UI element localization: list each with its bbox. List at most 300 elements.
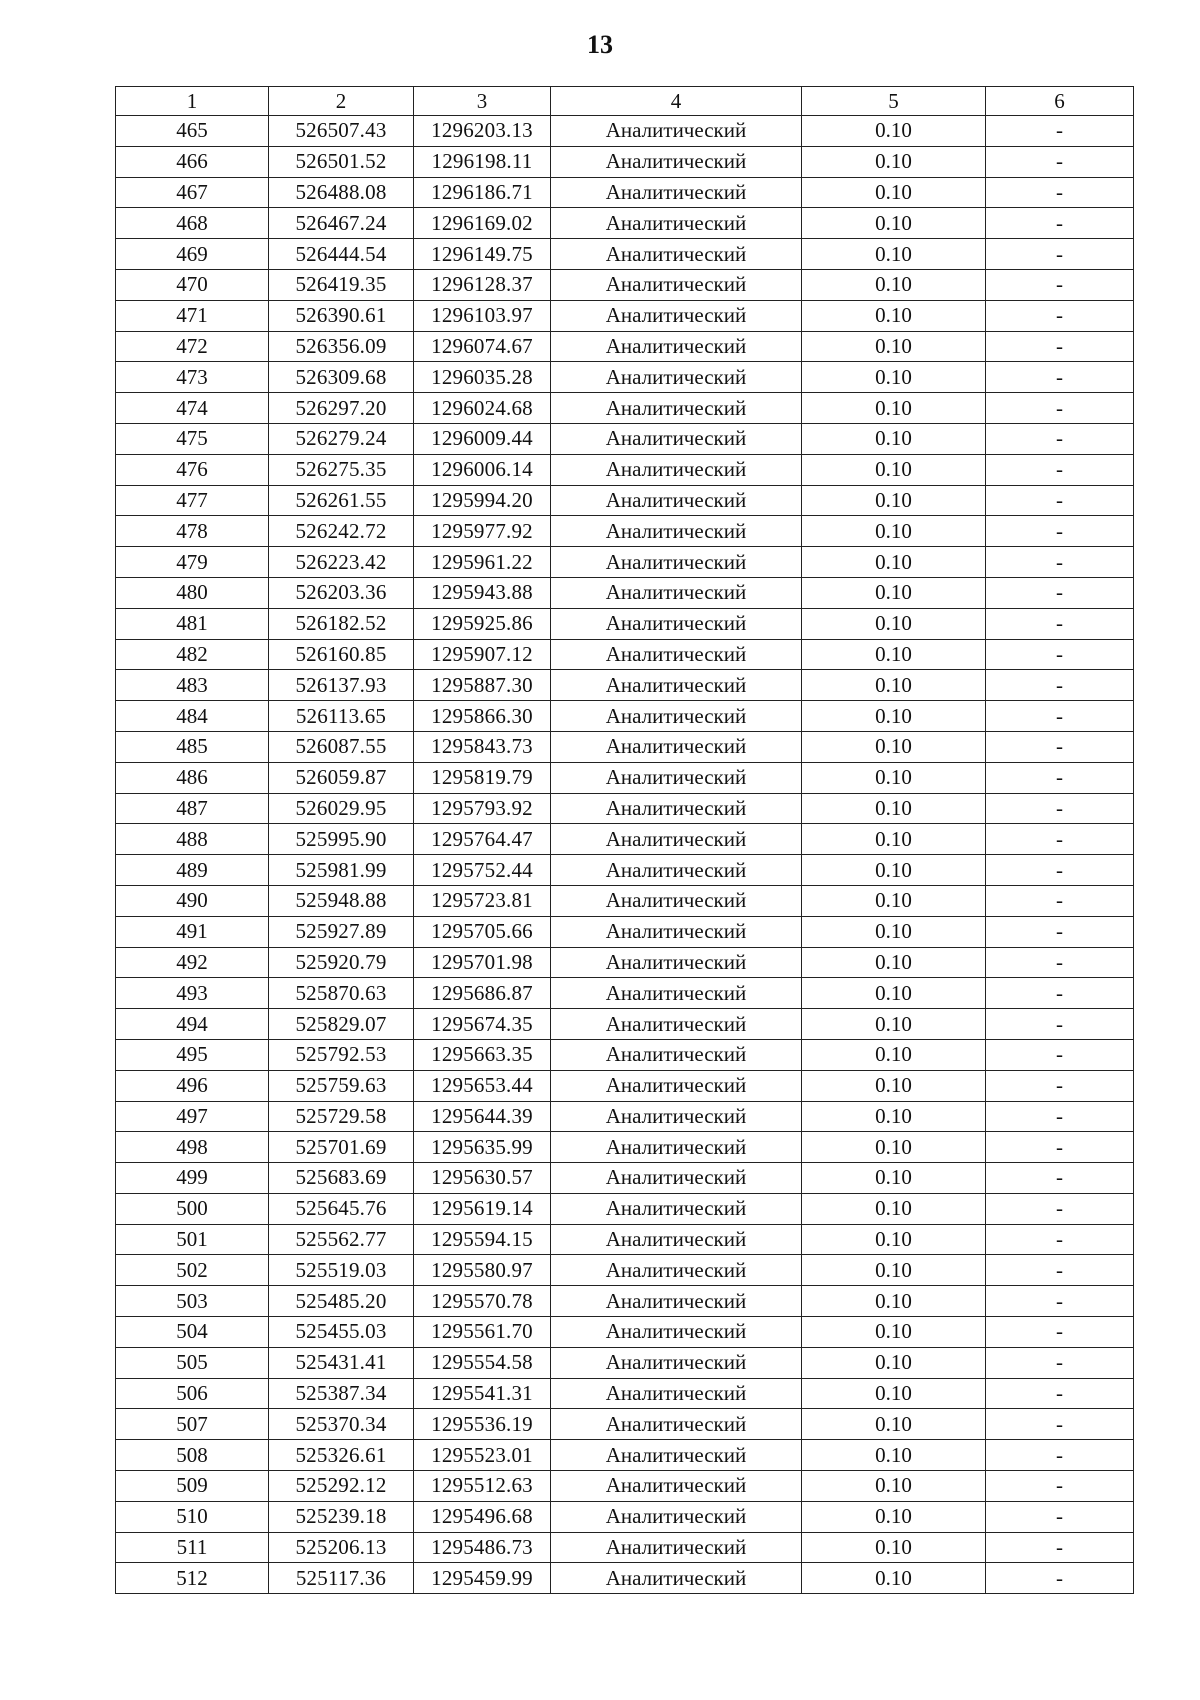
method-cell: Аналитический [551,1070,802,1101]
note-cell: - [986,793,1134,824]
accuracy-cell: 0.10 [802,947,986,978]
table-row [116,1255,1134,1286]
table-row [116,1409,1134,1440]
note-cell: - [986,639,1134,670]
column-header-5: 5 [802,87,986,116]
note-cell: - [986,1563,1134,1594]
y-coordinate-cell: 1295674.35 [414,1009,551,1040]
point-number-cell: 466 [116,146,269,177]
note-cell: - [986,146,1134,177]
table-row [116,577,1134,608]
y-coordinate-cell: 1295925.86 [414,608,551,639]
method-cell: Аналитический [551,670,802,701]
note-cell: - [986,362,1134,393]
x-coordinate-cell: 526087.55 [269,731,414,762]
table-row [116,1378,1134,1409]
method-cell: Аналитический [551,331,802,362]
accuracy-cell: 0.10 [802,1378,986,1409]
table-row [116,885,1134,916]
x-coordinate-cell: 525117.36 [269,1563,414,1594]
note-cell: - [986,1163,1134,1194]
note-cell: - [986,1409,1134,1440]
x-coordinate-cell: 525759.63 [269,1070,414,1101]
method-cell: Аналитический [551,393,802,424]
y-coordinate-cell: 1295630.57 [414,1163,551,1194]
accuracy-cell: 0.10 [802,1563,986,1594]
point-number-cell: 492 [116,947,269,978]
table-body [116,116,1134,1594]
accuracy-cell: 0.10 [802,1440,986,1471]
accuracy-cell: 0.10 [802,485,986,516]
x-coordinate-cell: 525431.41 [269,1347,414,1378]
method-cell: Аналитический [551,269,802,300]
point-number-cell: 479 [116,547,269,578]
y-coordinate-cell: 1296128.37 [414,269,551,300]
table-row [116,1070,1134,1101]
x-coordinate-cell: 525920.79 [269,947,414,978]
note-cell: - [986,762,1134,793]
y-coordinate-cell: 1295541.31 [414,1378,551,1409]
point-number-cell: 475 [116,423,269,454]
y-coordinate-cell: 1295486.73 [414,1532,551,1563]
point-number-cell: 467 [116,177,269,208]
x-coordinate-cell: 525387.34 [269,1378,414,1409]
x-coordinate-cell: 526488.08 [269,177,414,208]
method-cell: Аналитический [551,978,802,1009]
note-cell: - [986,1286,1134,1317]
page-number: 13 [587,30,613,59]
x-coordinate-cell: 526137.93 [269,670,414,701]
note-cell: - [986,1532,1134,1563]
table-row [116,1193,1134,1224]
note-cell: - [986,824,1134,855]
note-cell: - [986,116,1134,147]
table-row [116,701,1134,732]
accuracy-cell: 0.10 [802,1193,986,1224]
accuracy-cell: 0.10 [802,1532,986,1563]
point-number-cell: 484 [116,701,269,732]
table-row [116,731,1134,762]
point-number-cell: 493 [116,978,269,1009]
method-cell: Аналитический [551,1471,802,1502]
point-number-cell: 500 [116,1193,269,1224]
method-cell: Аналитический [551,916,802,947]
x-coordinate-cell: 526390.61 [269,300,414,331]
point-number-cell: 472 [116,331,269,362]
point-number-cell: 474 [116,393,269,424]
x-coordinate-cell: 525370.34 [269,1409,414,1440]
accuracy-cell: 0.10 [802,1101,986,1132]
method-cell: Аналитический [551,701,802,732]
y-coordinate-cell: 1295943.88 [414,577,551,608]
point-number-cell: 501 [116,1224,269,1255]
x-coordinate-cell: 525981.99 [269,855,414,886]
table-row [116,177,1134,208]
table-row [116,331,1134,362]
x-coordinate-cell: 525995.90 [269,824,414,855]
method-cell: Аналитический [551,639,802,670]
x-coordinate-cell: 525870.63 [269,978,414,1009]
point-number-cell: 508 [116,1440,269,1471]
accuracy-cell: 0.10 [802,916,986,947]
note-cell: - [986,577,1134,608]
table-row [116,423,1134,454]
y-coordinate-cell: 1296024.68 [414,393,551,424]
table-row [116,639,1134,670]
point-number-cell: 511 [116,1532,269,1563]
point-number-cell: 489 [116,855,269,886]
note-cell: - [986,239,1134,270]
x-coordinate-cell: 526223.42 [269,547,414,578]
x-coordinate-cell: 525292.12 [269,1471,414,1502]
y-coordinate-cell: 1295705.66 [414,916,551,947]
table-row [116,670,1134,701]
x-coordinate-cell: 525729.58 [269,1101,414,1132]
method-cell: Аналитический [551,1132,802,1163]
note-cell: - [986,608,1134,639]
method-cell: Аналитический [551,824,802,855]
column-header-6: 6 [986,87,1134,116]
y-coordinate-cell: 1295907.12 [414,639,551,670]
accuracy-cell: 0.10 [802,423,986,454]
method-cell: Аналитический [551,1255,802,1286]
point-number-cell: 481 [116,608,269,639]
point-number-cell: 480 [116,577,269,608]
y-coordinate-cell: 1295701.98 [414,947,551,978]
accuracy-cell: 0.10 [802,269,986,300]
table-row [116,1532,1134,1563]
accuracy-cell: 0.10 [802,239,986,270]
y-coordinate-cell: 1295793.92 [414,793,551,824]
method-cell: Аналитический [551,516,802,547]
note-cell: - [986,1193,1134,1224]
note-cell: - [986,208,1134,239]
point-number-cell: 506 [116,1378,269,1409]
y-coordinate-cell: 1295723.81 [414,885,551,916]
y-coordinate-cell: 1295594.15 [414,1224,551,1255]
y-coordinate-cell: 1295536.19 [414,1409,551,1440]
accuracy-cell: 0.10 [802,1347,986,1378]
y-coordinate-cell: 1296006.14 [414,454,551,485]
table-row [116,916,1134,947]
point-number-cell: 512 [116,1563,269,1594]
accuracy-cell: 0.10 [802,1286,986,1317]
y-coordinate-cell: 1295644.39 [414,1101,551,1132]
y-coordinate-cell: 1295663.35 [414,1039,551,1070]
note-cell: - [986,269,1134,300]
point-number-cell: 469 [116,239,269,270]
accuracy-cell: 0.10 [802,1070,986,1101]
accuracy-cell: 0.10 [802,547,986,578]
x-coordinate-cell: 525519.03 [269,1255,414,1286]
method-cell: Аналитический [551,577,802,608]
x-coordinate-cell: 526309.68 [269,362,414,393]
accuracy-cell: 0.10 [802,855,986,886]
y-coordinate-cell: 1295961.22 [414,547,551,578]
note-cell: - [986,1440,1134,1471]
accuracy-cell: 0.10 [802,1132,986,1163]
table-row [116,608,1134,639]
x-coordinate-cell: 525701.69 [269,1132,414,1163]
method-cell: Аналитический [551,485,802,516]
table-row [116,239,1134,270]
y-coordinate-cell: 1296074.67 [414,331,551,362]
table-row [116,1101,1134,1132]
note-cell: - [986,547,1134,578]
note-cell: - [986,916,1134,947]
x-coordinate-cell: 525326.61 [269,1440,414,1471]
point-number-cell: 490 [116,885,269,916]
x-coordinate-cell: 526297.20 [269,393,414,424]
table-row [116,146,1134,177]
method-cell: Аналитический [551,454,802,485]
method-cell: Аналитический [551,177,802,208]
note-cell: - [986,885,1134,916]
table-row [116,793,1134,824]
note-cell: - [986,1255,1134,1286]
note-cell: - [986,978,1134,1009]
note-cell: - [986,300,1134,331]
point-number-cell: 485 [116,731,269,762]
y-coordinate-cell: 1296186.71 [414,177,551,208]
point-number-cell: 470 [116,269,269,300]
note-cell: - [986,1378,1134,1409]
accuracy-cell: 0.10 [802,639,986,670]
note-cell: - [986,423,1134,454]
note-cell: - [986,1039,1134,1070]
point-number-cell: 495 [116,1039,269,1070]
note-cell: - [986,731,1134,762]
point-number-cell: 499 [116,1163,269,1194]
table-header [116,87,1134,116]
table-row [116,1347,1134,1378]
point-number-cell: 473 [116,362,269,393]
x-coordinate-cell: 526029.95 [269,793,414,824]
table-row [116,1563,1134,1594]
note-cell: - [986,516,1134,547]
table-row [116,362,1134,393]
method-cell: Аналитический [551,300,802,331]
y-coordinate-cell: 1295819.79 [414,762,551,793]
x-coordinate-cell: 526507.43 [269,116,414,147]
x-coordinate-cell: 525645.76 [269,1193,414,1224]
y-coordinate-cell: 1296198.11 [414,146,551,177]
accuracy-cell: 0.10 [802,393,986,424]
column-header-1: 1 [116,87,269,116]
method-cell: Аналитический [551,1317,802,1348]
y-coordinate-cell: 1295977.92 [414,516,551,547]
point-number-cell: 494 [116,1009,269,1040]
accuracy-cell: 0.10 [802,1163,986,1194]
point-number-cell: 476 [116,454,269,485]
method-cell: Аналитический [551,547,802,578]
note-cell: - [986,855,1134,886]
column-header-2: 2 [269,87,414,116]
y-coordinate-cell: 1295619.14 [414,1193,551,1224]
header-row [116,87,1134,116]
method-cell: Аналитический [551,762,802,793]
x-coordinate-cell: 526182.52 [269,608,414,639]
y-coordinate-cell: 1296103.97 [414,300,551,331]
method-cell: Аналитический [551,1532,802,1563]
y-coordinate-cell: 1295843.73 [414,731,551,762]
method-cell: Аналитический [551,1347,802,1378]
accuracy-cell: 0.10 [802,885,986,916]
point-number-cell: 483 [116,670,269,701]
method-cell: Аналитический [551,1101,802,1132]
accuracy-cell: 0.10 [802,762,986,793]
point-number-cell: 488 [116,824,269,855]
y-coordinate-cell: 1295752.44 [414,855,551,886]
method-cell: Аналитический [551,1409,802,1440]
note-cell: - [986,1224,1134,1255]
note-cell: - [986,1009,1134,1040]
accuracy-cell: 0.10 [802,1317,986,1348]
x-coordinate-cell: 525485.20 [269,1286,414,1317]
accuracy-cell: 0.10 [802,577,986,608]
x-coordinate-cell: 526203.36 [269,577,414,608]
note-cell: - [986,1317,1134,1348]
table-row [116,547,1134,578]
y-coordinate-cell: 1296035.28 [414,362,551,393]
method-cell: Аналитический [551,1440,802,1471]
table-row [116,269,1134,300]
x-coordinate-cell: 526279.24 [269,423,414,454]
note-cell: - [986,947,1134,978]
x-coordinate-cell: 525683.69 [269,1163,414,1194]
method-cell: Аналитический [551,1501,802,1532]
note-cell: - [986,454,1134,485]
y-coordinate-cell: 1295459.99 [414,1563,551,1594]
table-row [116,1009,1134,1040]
accuracy-cell: 0.10 [802,1471,986,1502]
table-row [116,1163,1134,1194]
note-cell: - [986,701,1134,732]
method-cell: Аналитический [551,608,802,639]
accuracy-cell: 0.10 [802,824,986,855]
method-cell: Аналитический [551,1039,802,1070]
point-number-cell: 510 [116,1501,269,1532]
x-coordinate-cell: 525948.88 [269,885,414,916]
accuracy-cell: 0.10 [802,608,986,639]
table-row [116,855,1134,886]
table-row [116,485,1134,516]
point-number-cell: 496 [116,1070,269,1101]
method-cell: Аналитический [551,362,802,393]
x-coordinate-cell: 526356.09 [269,331,414,362]
x-coordinate-cell: 526113.65 [269,701,414,732]
y-coordinate-cell: 1295653.44 [414,1070,551,1101]
x-coordinate-cell: 526275.35 [269,454,414,485]
x-coordinate-cell: 525239.18 [269,1501,414,1532]
point-number-cell: 503 [116,1286,269,1317]
table-row [116,1039,1134,1070]
table-row [116,1471,1134,1502]
y-coordinate-cell: 1296169.02 [414,208,551,239]
method-cell: Аналитический [551,116,802,147]
point-number-cell: 486 [116,762,269,793]
method-cell: Аналитический [551,1193,802,1224]
accuracy-cell: 0.10 [802,454,986,485]
accuracy-cell: 0.10 [802,670,986,701]
method-cell: Аналитический [551,947,802,978]
y-coordinate-cell: 1295764.47 [414,824,551,855]
accuracy-cell: 0.10 [802,208,986,239]
x-coordinate-cell: 525206.13 [269,1532,414,1563]
y-coordinate-cell: 1296009.44 [414,423,551,454]
point-number-cell: 497 [116,1101,269,1132]
point-number-cell: 491 [116,916,269,947]
table-row [116,300,1134,331]
method-cell: Аналитический [551,239,802,270]
note-cell: - [986,1101,1134,1132]
note-cell: - [986,485,1134,516]
x-coordinate-cell: 526261.55 [269,485,414,516]
column-header-3: 3 [414,87,551,116]
accuracy-cell: 0.10 [802,1409,986,1440]
table-row [116,1132,1134,1163]
note-cell: - [986,1501,1134,1532]
y-coordinate-cell: 1295512.63 [414,1471,551,1502]
table-row [116,762,1134,793]
point-number-cell: 498 [116,1132,269,1163]
table-row [116,1317,1134,1348]
x-coordinate-cell: 525455.03 [269,1317,414,1348]
note-cell: - [986,393,1134,424]
accuracy-cell: 0.10 [802,1039,986,1070]
table-row [116,393,1134,424]
note-cell: - [986,1347,1134,1378]
accuracy-cell: 0.10 [802,362,986,393]
accuracy-cell: 0.10 [802,701,986,732]
table-row [116,1224,1134,1255]
point-number-cell: 509 [116,1471,269,1502]
x-coordinate-cell: 526444.54 [269,239,414,270]
table-row [116,824,1134,855]
method-cell: Аналитический [551,146,802,177]
point-number-cell: 468 [116,208,269,239]
y-coordinate-cell: 1295523.01 [414,1440,551,1471]
table-row [116,978,1134,1009]
y-coordinate-cell: 1296203.13 [414,116,551,147]
x-coordinate-cell: 525562.77 [269,1224,414,1255]
x-coordinate-cell: 526501.52 [269,146,414,177]
y-coordinate-cell: 1295580.97 [414,1255,551,1286]
point-number-cell: 487 [116,793,269,824]
column-header-4: 4 [551,87,802,116]
method-cell: Аналитический [551,423,802,454]
point-number-cell: 507 [116,1409,269,1440]
note-cell: - [986,331,1134,362]
accuracy-cell: 0.10 [802,978,986,1009]
y-coordinate-cell: 1295887.30 [414,670,551,701]
accuracy-cell: 0.10 [802,516,986,547]
table-row [116,947,1134,978]
accuracy-cell: 0.10 [802,116,986,147]
method-cell: Аналитический [551,793,802,824]
accuracy-cell: 0.10 [802,793,986,824]
method-cell: Аналитический [551,731,802,762]
method-cell: Аналитический [551,1163,802,1194]
table-row [116,516,1134,547]
y-coordinate-cell: 1296149.75 [414,239,551,270]
table-row [116,116,1134,147]
method-cell: Аналитический [551,208,802,239]
table-row [116,1286,1134,1317]
accuracy-cell: 0.10 [802,1224,986,1255]
y-coordinate-cell: 1295994.20 [414,485,551,516]
x-coordinate-cell: 525829.07 [269,1009,414,1040]
